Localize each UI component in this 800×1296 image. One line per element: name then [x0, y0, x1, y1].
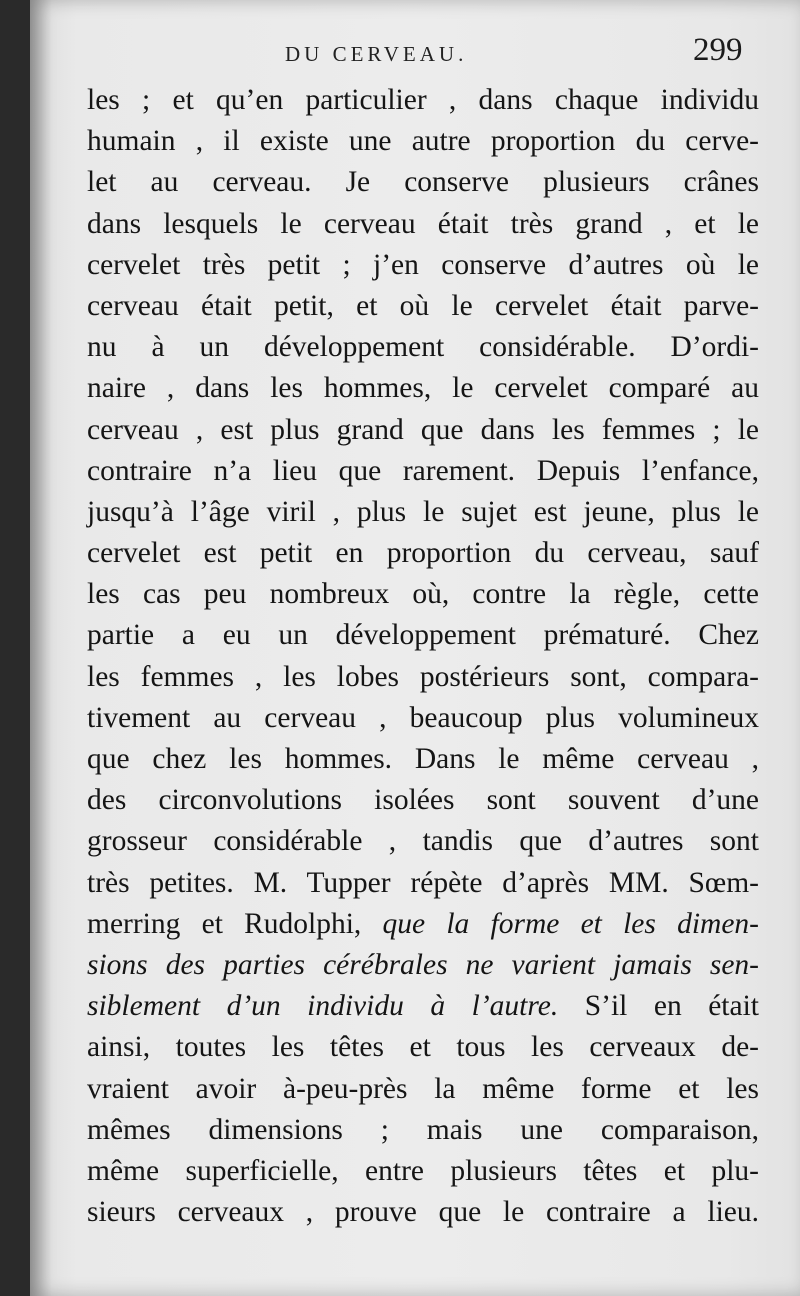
text-line: [87, 1110, 759, 1151]
text-line: [87, 821, 759, 862]
text-line: [87, 162, 759, 203]
text-run: les femmes , les lobes postérieurs sont, compara-: [87, 660, 759, 693]
text-run: nu à un développement considérable. D’ordi-: [87, 331, 759, 364]
text-run: très petites. M. Tupper répète d’après MM. Sœm-: [87, 866, 759, 899]
text-line: [87, 80, 759, 121]
text-line: [87, 698, 759, 739]
text-line: [87, 245, 759, 286]
text-run: dans lesquels le cerveau était très grand , et le: [87, 207, 759, 240]
text-run: les ; et qu’en particulier , dans chaque individu: [87, 84, 759, 116]
text-run: partie a eu un développement prématuré. Chez: [87, 619, 759, 652]
text-line: [87, 492, 759, 533]
text-line: [87, 121, 759, 162]
text-run: sieurs cerveaux , prouve que le contraire a lieu.: [87, 1196, 759, 1229]
text-run: les cas peu nombreux où, contre la règle, cette: [87, 578, 759, 611]
text-run: humain , il existe une autre proportion du cerve-: [87, 125, 759, 158]
text-run: tivement au cerveau , beaucoup plus volumineux: [87, 701, 759, 734]
text-line: [87, 410, 759, 451]
text-line: [87, 368, 759, 409]
text-line: [87, 1027, 759, 1068]
text-run: cervelet très petit ; j’en conserve d’autres où le: [87, 248, 759, 281]
text-run: S’il en était: [558, 990, 759, 1023]
text-line: [87, 863, 759, 904]
body-text: [87, 80, 759, 1233]
text-line: [87, 986, 759, 1027]
text-line: [87, 286, 759, 327]
book-page: [30, 0, 800, 1296]
text-line: [87, 533, 759, 574]
text-line: [87, 739, 759, 780]
text-run: des circonvolutions isolées sont souvent d’une: [87, 784, 759, 817]
text-run: naire , dans les hommes, le cervelet comparé au: [87, 372, 759, 405]
running-title: DU CERVEAU.: [285, 42, 468, 66]
text-line: [87, 657, 759, 698]
page-number: 299: [693, 32, 743, 68]
text-run: cerveau , est plus grand que dans les femmes ; le: [87, 413, 759, 446]
text-run: cerveau était petit, et où le cervelet était parve-: [87, 289, 759, 322]
text-run: mêmes dimensions ; mais une comparaison,: [87, 1113, 759, 1146]
text-line: [87, 451, 759, 492]
text-line: [87, 945, 759, 986]
text-line: [87, 327, 759, 368]
text-line: [87, 780, 759, 821]
text-run: contraire n’a lieu que rarement. Depuis l’enfance,: [87, 454, 759, 487]
text-run: vraient avoir à-peu-près la même forme et les: [87, 1072, 759, 1105]
text-line: [87, 1151, 759, 1192]
text-line: [87, 1069, 759, 1110]
text-line: [87, 574, 759, 615]
text-run: que chez les hommes. Dans le même cerveau ,: [87, 743, 759, 775]
italic-text-run: que la forme et les dimen-: [382, 907, 759, 940]
text-run: jusqu’à l’âge viril , plus le sujet est jeune, plus le: [87, 495, 759, 528]
text-run: cervelet est petit en proportion du cerveau, sauf: [87, 537, 759, 570]
text-line: [87, 904, 759, 945]
text-run: let au cerveau. Je conserve plusieurs crânes: [87, 166, 759, 199]
text-line: [87, 615, 759, 656]
page-header: [30, 30, 800, 80]
italic-text-run: siblement d’un individu à l’autre.: [87, 990, 559, 1023]
text-run: grosseur considérable , tandis que d’autres sont: [87, 825, 759, 858]
text-line: [87, 204, 759, 245]
text-run: merring et Rudolphi,: [87, 907, 383, 940]
text-run: ainsi, toutes les têtes et tous les cerveaux de-: [87, 1031, 759, 1064]
text-run: même superficielle, entre plusieurs têtes et plu-: [87, 1154, 759, 1187]
text-line: [87, 1192, 759, 1233]
italic-text-run: sions des parties cérébrales ne varient jamais sen-: [87, 948, 759, 981]
